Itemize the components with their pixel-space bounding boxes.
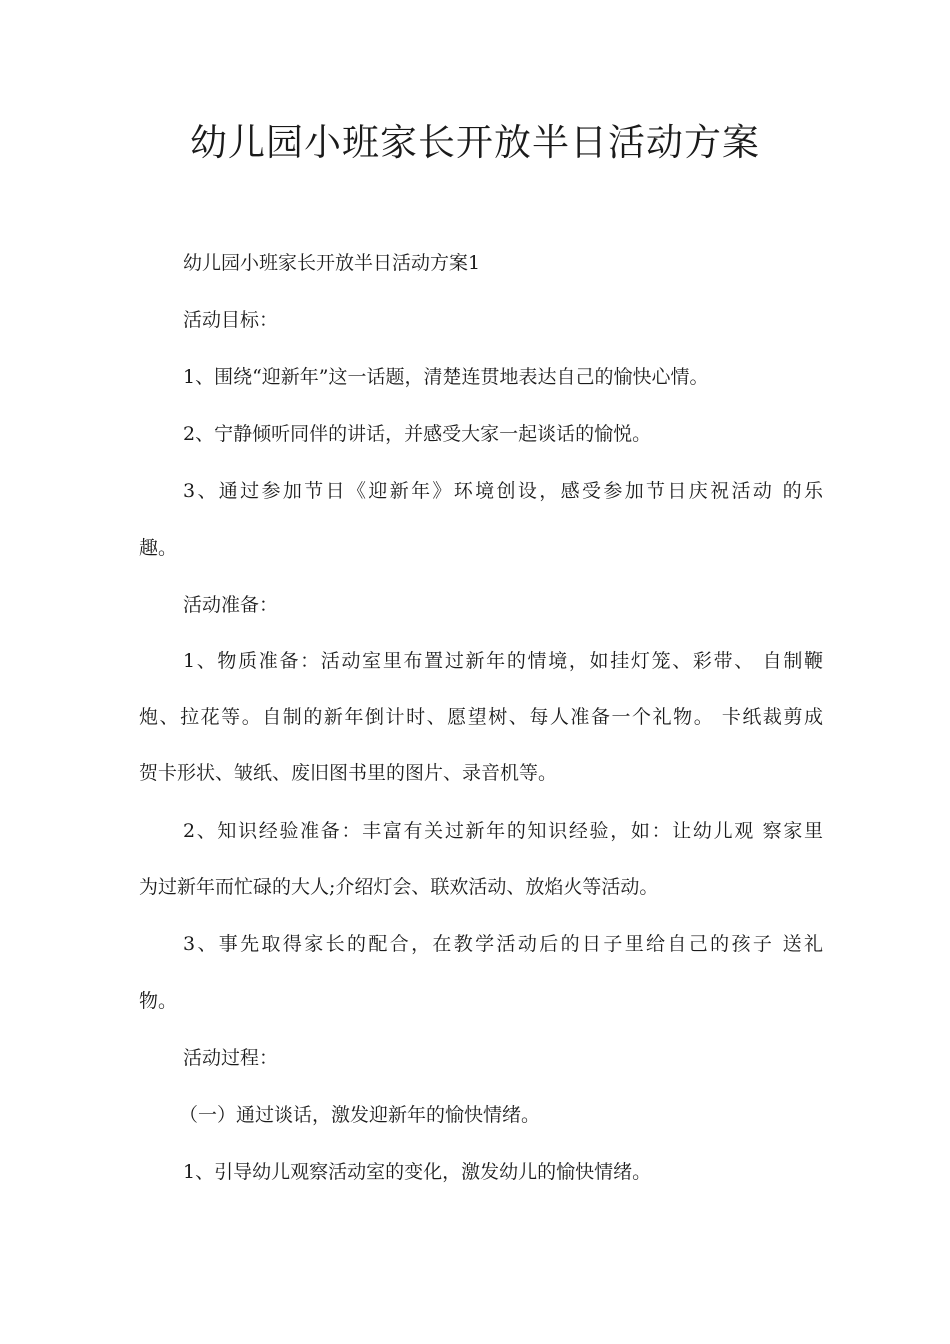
prep-item-3-line-2: 物。 (139, 990, 178, 1012)
goals-heading: 活动目标： (183, 309, 279, 331)
document-title: 幼儿园小班家长开放半日活动方案 (190, 121, 760, 164)
process-heading: 活动过程： (183, 1047, 279, 1069)
goal-item-3-line-2: 趣。 (139, 537, 178, 559)
goal-item-3-line-1: 3、通过参加节日《迎新年》环境创设，感受参加节日庆祝活动 的乐 (183, 480, 823, 502)
prep-item-2-line-2: 为过新年而忙碌的大人;介绍灯会、联欢活动、放焰火等活动。 (139, 876, 659, 898)
prep-item-2-line-1: 2、知识经验准备：丰富有关过新年的知识经验，如：让幼儿观 察家里 (183, 820, 823, 842)
process-step-1: 1、引导幼儿观察活动室的变化，激发幼儿的愉快情绪。 (183, 1161, 652, 1183)
plan-subtitle: 幼儿园小班家长开放半日活动方案1 (183, 252, 481, 274)
prep-item-3-line-1: 3、事先取得家长的配合，在教学活动后的日子里给自己的孩子 送礼 (183, 933, 823, 955)
goal-item-1: 1、围绕“迎新年”这一话题，清楚连贯地表达自己的愉快心情。 (183, 366, 709, 388)
prep-heading: 活动准备： (183, 594, 279, 616)
prep-item-1-line-2: 炮、拉花等。自制的新年倒计时、愿望树、每人准备一个礼物。 卡纸裁剪成 (139, 706, 823, 728)
process-part-1: （一）通过谈话，激发迎新年的愉快情绪。 (179, 1104, 541, 1126)
prep-item-1-line-1: 1、物质准备：活动室里布置过新年的情境，如挂灯笼、彩带、 自制鞭 (183, 650, 823, 672)
prep-item-1-line-3: 贺卡形状、皱纸、废旧图书里的图片、录音机等。 (139, 762, 558, 784)
goal-item-2: 2、宁静倾听同伴的讲话，并感受大家一起谈话的愉悦。 (183, 423, 652, 445)
